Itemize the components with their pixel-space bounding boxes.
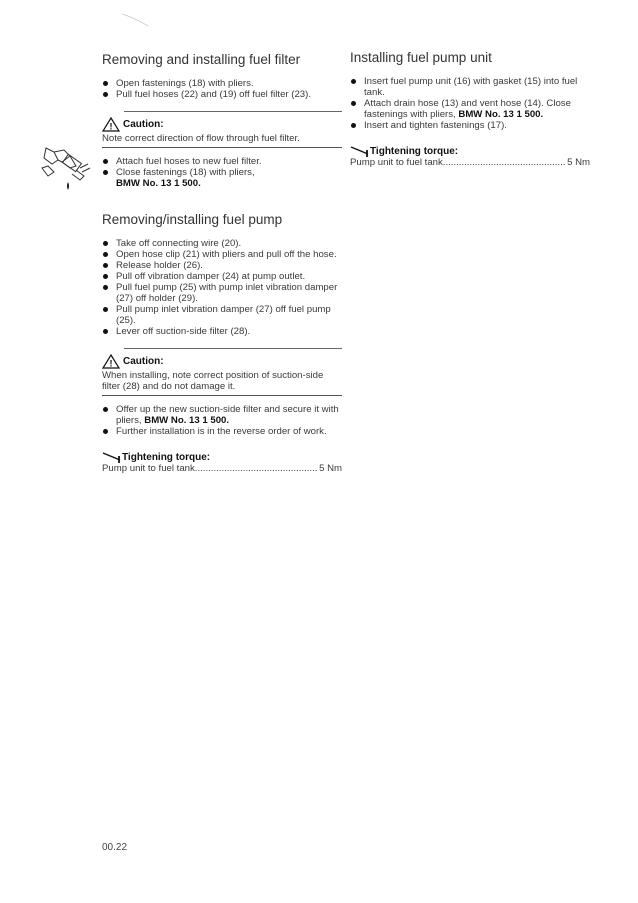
- svg-text:!: !: [109, 358, 113, 369]
- torque-item: Pump unit to fuel tank: [102, 463, 195, 474]
- divider: [102, 147, 342, 148]
- torque-wrench-icon: [102, 451, 122, 463]
- divider: [124, 348, 342, 349]
- fuel-pump-caution: [102, 354, 342, 392]
- fuel-filter-heading: Removing and installing fuel filter: [102, 52, 301, 67]
- scan-mark-icon: [120, 10, 160, 30]
- torque-spec: [102, 463, 342, 474]
- fuel-filter-steps: [102, 78, 342, 100]
- fuel-pump-torque: [102, 451, 342, 474]
- fuel-pump-install-steps: [102, 404, 342, 437]
- tool-number: BMW No. 13 1 500.: [144, 415, 230, 426]
- tool-number: BMW No. 13 1 500.: [116, 178, 201, 189]
- tool-number: BMW No. 13 1 500.: [458, 109, 544, 120]
- caution-header: [102, 117, 342, 132]
- list-item: Release holder (26).: [102, 260, 342, 271]
- torque-item: Pump unit to fuel tank: [350, 157, 443, 168]
- list-item: Insert and tighten fastenings (17).: [350, 120, 590, 131]
- caution-label: Caution:: [123, 356, 164, 367]
- divider: [124, 111, 342, 112]
- torque-header: [102, 451, 342, 463]
- fuel-filter-caution: [102, 117, 342, 144]
- fuel-filter-install-steps: [102, 156, 342, 189]
- torque-value: 5 Nm: [567, 157, 590, 168]
- leader-dots: [443, 157, 565, 168]
- fuel-pump-unit-steps: [350, 76, 590, 131]
- list-item: Open hose clip (21) with pliers and pull off the hose.: [102, 249, 342, 260]
- caution-label: Caution:: [123, 119, 164, 130]
- torque-header: [350, 145, 590, 157]
- list-item-text: Close fastenings (18) with pliers,: [116, 167, 255, 178]
- list-item: Pull fuel pump (25) with pump inlet vibration damper (27) off holder (29).: [102, 282, 342, 304]
- divider: [102, 395, 342, 396]
- list-item-text: Attach drain hose (13) and vent hose (14). Close fastenings with pliers,: [364, 98, 571, 120]
- list-item: Take off connecting wire (20).: [102, 238, 342, 249]
- list-item-text: Offer up the new suction-side filter and secure it with pliers,: [116, 404, 339, 426]
- torque-spec: [350, 157, 590, 168]
- hands-filter-margin-icon: [40, 138, 96, 192]
- warning-triangle-icon: [102, 117, 120, 132]
- torque-label: Tightening torque:: [122, 452, 211, 463]
- list-item: Pull fuel hoses (22) and (19) off fuel filter (23).: [102, 89, 342, 100]
- list-item: [102, 404, 342, 426]
- list-item: Lever off suction-side filter (28).: [102, 326, 342, 337]
- list-item: Pull off vibration damper (24) at pump outlet.: [102, 271, 342, 282]
- list-item: Open fastenings (18) with pliers.: [102, 78, 342, 89]
- warning-triangle-icon: [102, 354, 120, 369]
- fuel-pump-steps: [102, 238, 342, 337]
- right-column: [350, 50, 590, 168]
- torque-label: Tightening torque:: [370, 146, 459, 157]
- torque-wrench-icon: [350, 145, 370, 157]
- leader-dots: [195, 463, 317, 474]
- caution-text: Note correct direction of flow through fuel filter.: [102, 133, 300, 144]
- list-item: [102, 167, 342, 189]
- list-item: Insert fuel pump unit (16) with gasket (15) into fuel tank.: [350, 76, 590, 98]
- fuel-pump-unit-section: [350, 50, 590, 168]
- fuel-pump-unit-heading: Installing fuel pump unit: [350, 50, 492, 65]
- fuel-pump-heading: Removing/installing fuel pump: [102, 212, 283, 227]
- fuel-pump-section: [102, 212, 342, 474]
- torque-value: 5 Nm: [319, 463, 342, 474]
- caution-header: [102, 354, 342, 369]
- list-item: Attach fuel hoses to new fuel filter.: [102, 156, 342, 167]
- caution-text: When installing, note correct position of suction-side filter (28) and do not damage it.: [102, 370, 324, 392]
- fuel-pump-unit-torque: [350, 145, 590, 168]
- page-number: 00.22: [102, 842, 128, 853]
- svg-text:!: !: [109, 121, 113, 132]
- list-item: [350, 98, 590, 120]
- list-item: Pull pump inlet vibration damper (27) off fuel pump (25).: [102, 304, 342, 326]
- left-column: [102, 52, 342, 474]
- fuel-filter-section: [102, 52, 342, 189]
- list-item: Further installation is in the reverse order of work.: [102, 426, 342, 437]
